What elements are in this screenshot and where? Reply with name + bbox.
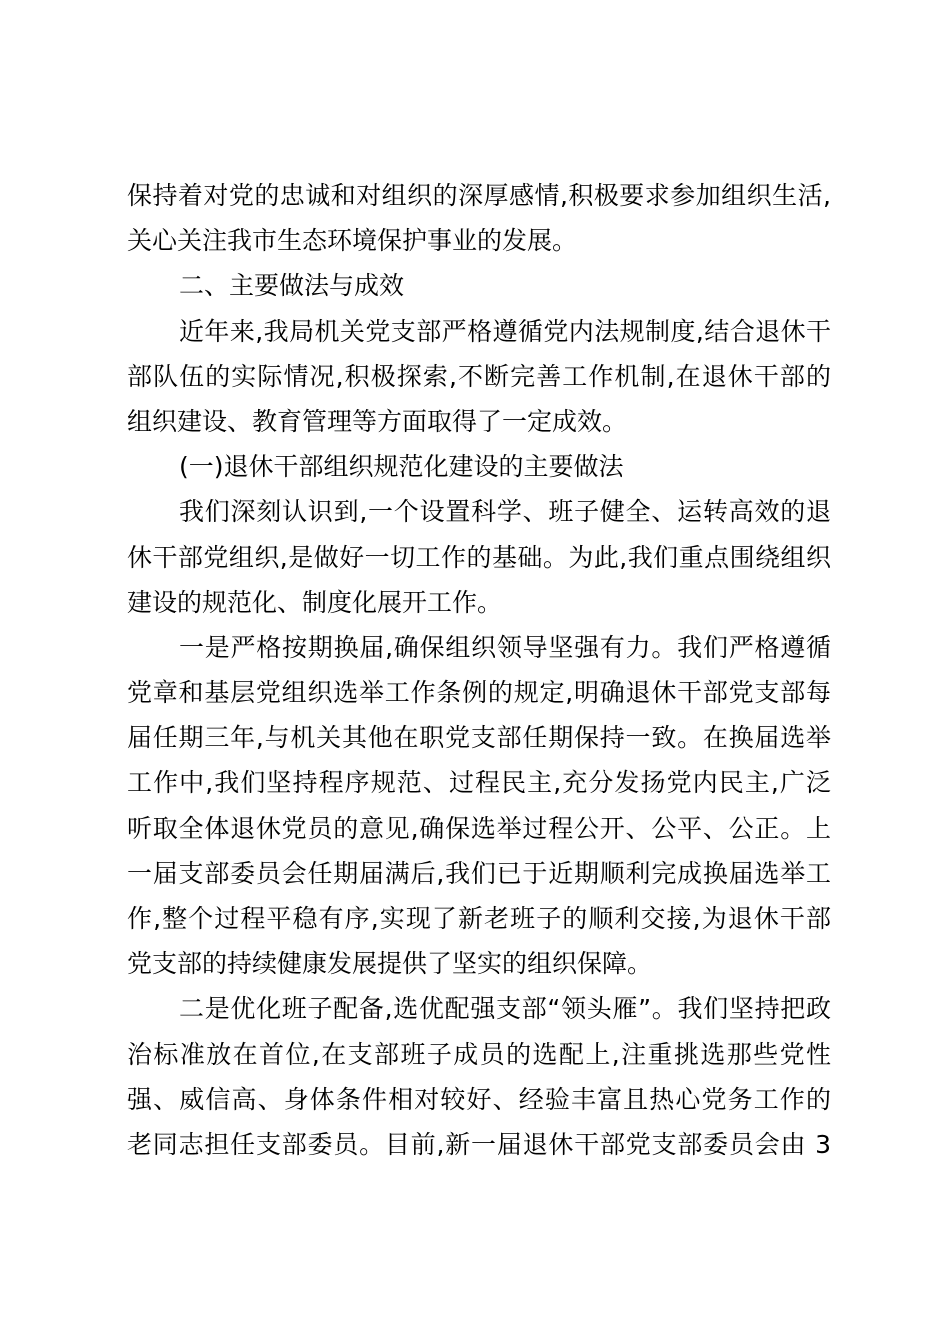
text-line: 保持着对党的忠诚和对组织的深厚感情,积极要求参加组织生活, [127, 181, 831, 210]
text-line: 部队伍的实际情况,积极探索,不断完善工作机制,在退休干部的 [127, 361, 831, 391]
text-line: 工作中,我们坚持程序规范、过程民主,充分发扬党内民主,广泛 [127, 768, 831, 798]
text-line: 党章和基层党组织选举工作条例的规定,明确退休干部党支部每 [127, 678, 831, 708]
text-line: 强、威信高、身体条件相对较好、经验丰富且热心党务工作的 [127, 1084, 831, 1114]
text-line: 近年来,我局机关党支部严格遵循党内法规制度,结合退休干 [179, 316, 831, 346]
text-line: 一是严格按期换届,确保组织领导坚强有力。我们严格遵循 [179, 632, 831, 662]
text-line: (一)退休干部组织规范化建设的主要做法 [179, 452, 624, 482]
text-line: 老同志担任支部委员。目前,新一届退休干部党支部委员会由 3 [127, 1129, 831, 1159]
text-line: 我们深刻认识到,一个设置科学、班子健全、运转高效的退 [179, 497, 831, 527]
document-body [127, 173, 831, 1167]
text-line: 作,整个过程平稳有序,实现了新老班子的顺利交接,为退休干部 [127, 904, 831, 933]
text-line: 听取全体退休党员的意见,确保选举过程公开、公平、公正。上 [127, 813, 831, 843]
text-line: 组织建设、教育管理等方面取得了一定成效。 [127, 406, 628, 436]
text-line: 治标准放在首位,在支部班子成员的选配上,注重挑选那些党性 [127, 1039, 831, 1069]
text-line: 党支部的持续健康发展提供了坚实的组织保障。 [127, 949, 653, 979]
text-line: 关心关注我市生态环境保护事业的发展。 [127, 226, 578, 256]
text-line: 届任期三年,与机关其他在职党支部任期保持一致。在换届选举 [127, 723, 831, 753]
text-line: 一届支部委员会任期届满后,我们已于近期顺利完成换届选举工 [127, 858, 831, 888]
text-line: 二、主要做法与成效 [179, 271, 405, 301]
text-line: 建设的规范化、制度化展开工作。 [127, 587, 503, 617]
text-line: 休干部党组织,是做好一切工作的基础。为此,我们重点围绕组织 [127, 542, 831, 572]
text-line: 二是优化班子配备,选优配强支部“领头雁”。我们坚持把政 [179, 994, 831, 1024]
